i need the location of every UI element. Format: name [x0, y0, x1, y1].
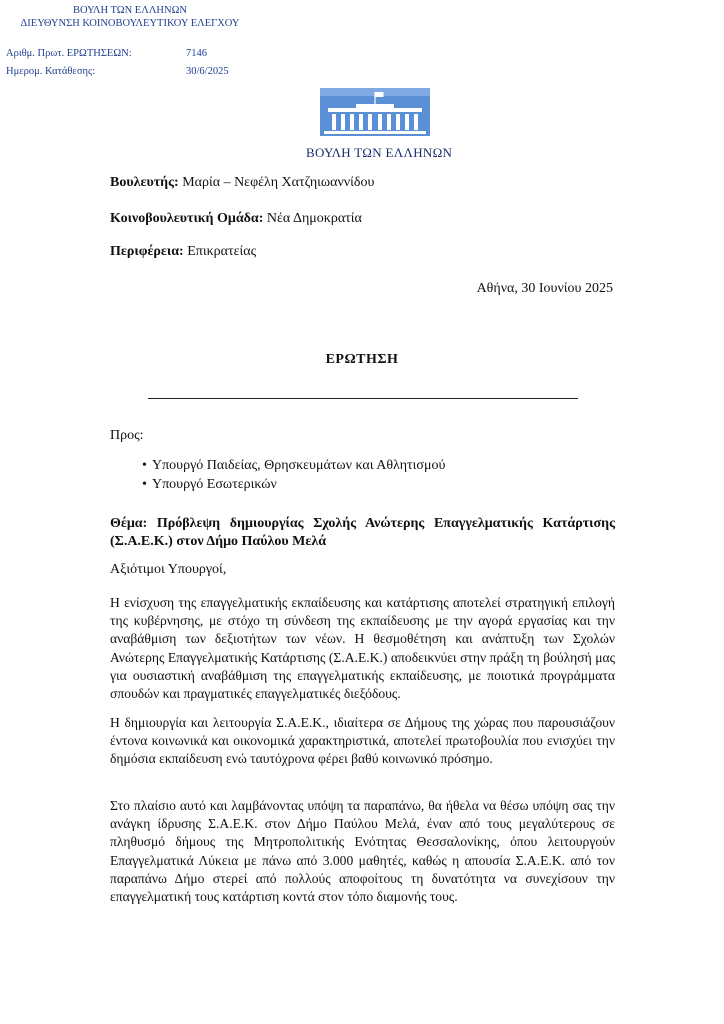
divider-line [148, 398, 578, 399]
document-title: ΕΡΩΤΗΣΗ [325, 352, 399, 367]
logo-caption: ΒΟΥΛΗ ΤΩΝ ΕΛΛΗΝΩΝ [306, 145, 453, 160]
group-value: Νέα Δημοκρατία [266, 211, 362, 226]
recipient-text: Υπουργό Παιδείας, Θρησκευμάτων και Αθλητισμού [152, 458, 446, 473]
bullet-icon: • [142, 458, 147, 473]
protocol-value: 7146 [186, 48, 207, 59]
body-paragraph: Η δημιουργία και λειτουργία Σ.Α.Ε.Κ., ιδιαίτερα σε Δήμους της χώρας που παρουσιάζουν έντονα κοινωνικά και οικονομικά χαρακτηριστικά, αποτελεί πρωτοβουλία που ενισχύει την δημόσια εκπαίδευση ενώ ταυτόχρονα φέρει βαθύ κοινωνικό πρόσημο. [110, 715, 615, 767]
recipient-text: Υπουργό Εσωτερικών [152, 477, 277, 492]
recipient-item [142, 458, 445, 474]
mp-value: Μαρία – Νεφέλη Χατζηιωαννίδου [182, 175, 375, 190]
body-paragraph: Στο πλαίσιο αυτό και λαμβάνοντας υπόψη τα παραπάνω, θα ήθελα να θέσω υπόψη σας την ανάγκη ίδρυσης Σ.Α.Ε.Κ. στον Δήμο Παύλου Μελά, έναν από τους μεγαλύτερους σε πληθυσμό δήμους της Μητροπολιτικής Ενότητας Θεσσαλονίκης, όπου λειτουργούν Επαγγελματικά Λύκεια με πάνω από 3.000 μαθητές, καθώς η απουσία Σ.Α.Ε.Κ. από τον παραπάνω Δήμο στερεί από πολλούς αποφοίτους τη δυνατότητα να συνεχίσουν την επαγγελματική τους κατάρτιση κοντά στον τόπο διαμονής τους. [110, 798, 615, 905]
filing-date-value: 30/6/2025 [186, 66, 229, 77]
to-label: Προς: [110, 428, 144, 443]
bullet-icon: • [142, 477, 147, 492]
group-field [110, 211, 362, 227]
protocol-label: Αριθμ. Πρωτ. ΕΡΩΤΗΣΕΩΝ: [6, 48, 132, 59]
parliament-building-icon [320, 88, 430, 140]
region-value: Επικρατείας [187, 244, 257, 259]
header-directorate: ΔΙΕΥΘΥΝΣΗ ΚΟΙΝΟΒΟΥΛΕΥΤΙΚΟΥ ΕΛΕΓΧΟΥ [20, 18, 240, 29]
body-paragraph: Η ενίσχυση της επαγγελματικής εκπαίδευσης και κατάρτισης αποτελεί στρατηγική επιλογή της κυβέρνησης, με στόχο τη σύνδεση της εκπαίδευσης με την αγορά εργασίας και την αναβάθμιση των δεξιοτήτων των νέων. Η θεσμοθέτηση και ανάπτυξη των Σχολών Ανώτερης Επαγγελματικής Κατάρτισης (Σ.Α.Ε.Κ.) αποδεικνύει στην πράξη τη βούλησή μας για ουσιαστική αναβάθμιση της επαγγελματικής εκπαίδευσης, με ποιοτικά προγράμματα σπουδών και πραγματικές επαγγελματικές διεξόδους. [110, 595, 615, 702]
filing-date-row [6, 66, 229, 77]
parliament-logo [306, 88, 453, 161]
filing-date-label: Ημερομ. Κατάθεσης: [6, 66, 96, 77]
mp-field [110, 175, 374, 191]
header-parliament: ΒΟΥΛΗ ΤΩΝ ΕΛΛΗΝΩΝ [73, 5, 187, 16]
protocol-number-row [6, 48, 207, 59]
group-label: Κοινοβουλευτική Ομάδα: [110, 211, 264, 226]
recipient-item [142, 477, 277, 493]
mp-label: Βουλευτής: [110, 175, 179, 190]
region-label: Περιφέρεια: [110, 244, 184, 259]
subject-line: Θέμα: Πρόβλεψη δημιουργίας Σχολής Ανώτερης Επαγγελματικής Κατάρτισης (Σ.Α.Ε.Κ.) στον Δήμο Παύλου Μελά [110, 516, 615, 549]
place-date: Αθήνα, 30 Ιουνίου 2025 [476, 281, 613, 296]
region-field [110, 244, 256, 260]
document-header [0, 4, 260, 30]
salutation: Αξιότιμοι Υπουργοί, [110, 562, 227, 577]
